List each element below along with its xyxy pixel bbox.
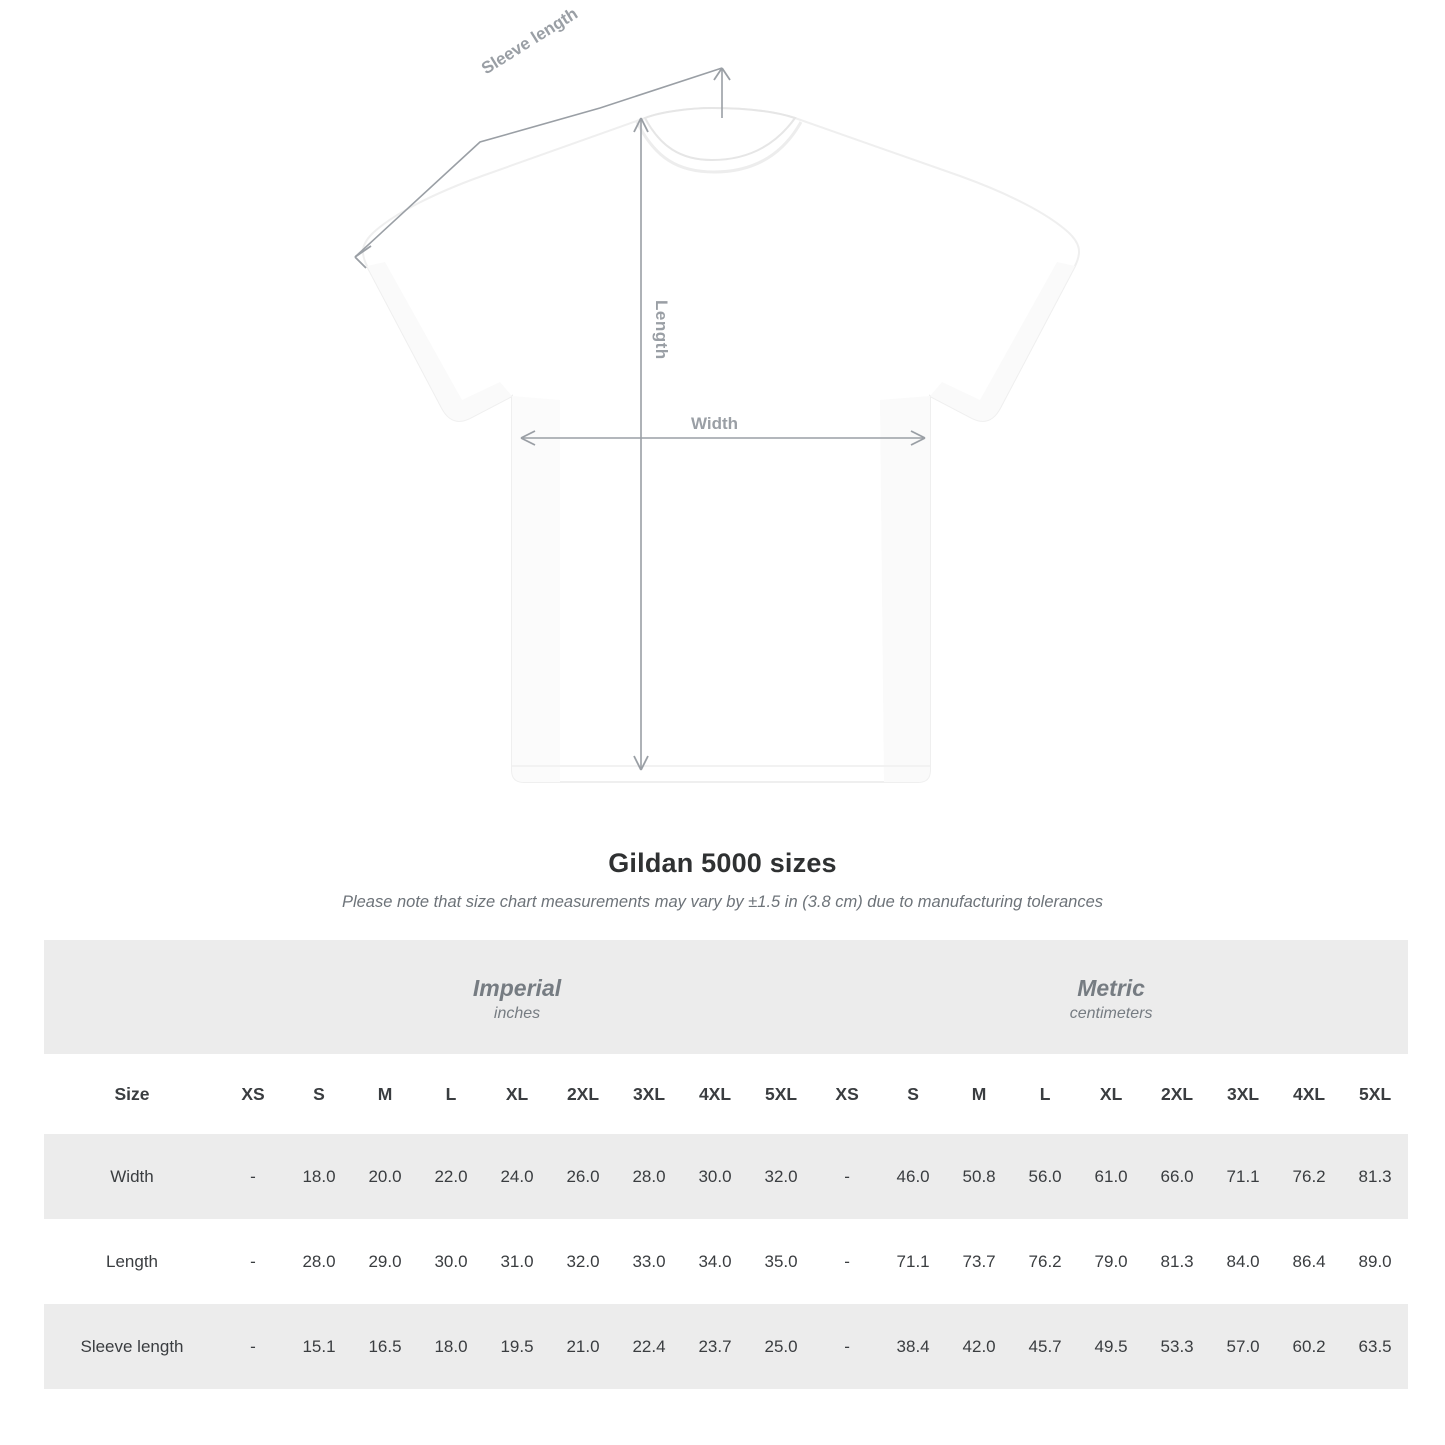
size-chart-table-wrap — [44, 940, 1401, 1389]
size-header-metric-l: L — [1012, 1054, 1078, 1134]
cell-width-metric-l: 56.0 — [1012, 1134, 1078, 1219]
cell-sleeve-length-imperial-2xl: 21.0 — [550, 1304, 616, 1389]
cell-length-imperial-2xl: 32.0 — [566, 1251, 600, 1271]
table-row — [44, 1134, 1408, 1219]
size-header-metric-2xl: 2XL — [1144, 1054, 1210, 1134]
row-label-sleeve-length: Sleeve length — [44, 1304, 220, 1389]
cell-width-imperial-3xl: 28.0 — [616, 1134, 682, 1219]
size-header-imperial-4xl: 4XL — [682, 1054, 748, 1134]
cell-length-metric-4xl: 86.4 — [1292, 1251, 1326, 1271]
cell-length-metric-m: 73.7 — [962, 1251, 996, 1271]
cell-length-imperial-m: 29.0 — [368, 1251, 402, 1271]
cell-length-metric-3xl: 84.0 — [1226, 1251, 1260, 1271]
cell-sleeve-length-metric-3xl: 57.0 — [1210, 1304, 1276, 1389]
cell-sleeve-length-imperial-m: 16.5 — [352, 1304, 418, 1389]
size-header-imperial-2xl: 2XL — [550, 1054, 616, 1134]
cell-width-imperial-m: 20.0 — [352, 1134, 418, 1219]
cell-length-imperial-xl: 31.0 — [500, 1251, 534, 1271]
cell-width-imperial-s: 18.0 — [286, 1134, 352, 1219]
cell-length-metric-xs: - — [844, 1251, 850, 1271]
cell-length-metric-xl: 79.0 — [1094, 1251, 1128, 1271]
size-header-metric-s: S — [880, 1054, 946, 1134]
imperial-header-name: Imperial — [472, 974, 562, 1001]
cell-sleeve-length-imperial-xl: 19.5 — [484, 1304, 550, 1389]
cell-width-metric-m: 50.8 — [946, 1134, 1012, 1219]
metric-header — [814, 940, 1408, 1054]
size-header-imperial-s: S — [286, 1054, 352, 1134]
cell-sleeve-length-imperial-5xl: 25.0 — [748, 1304, 814, 1389]
cell-length-imperial-4xl: 34.0 — [698, 1251, 732, 1271]
cell-sleeve-length-imperial-s: 15.1 — [286, 1304, 352, 1389]
cell-sleeve-length-metric-l: 45.7 — [1012, 1304, 1078, 1389]
cell-width-imperial-l: 22.0 — [418, 1134, 484, 1219]
cell-width-metric-5xl: 81.3 — [1342, 1134, 1408, 1219]
size-header-metric-m: M — [946, 1054, 1012, 1134]
sleeve-length-label: Sleeve length — [478, 3, 582, 79]
cell-width-imperial-xl: 24.0 — [484, 1134, 550, 1219]
length-label: Length — [652, 300, 671, 360]
cell-length-imperial-l: 30.0 — [434, 1251, 468, 1271]
tolerance-note: Please note that size chart measurements may vary by ±1.5 in (3.8 cm) due to manufacturing tolerances — [341, 893, 1104, 911]
size-header-imperial-3xl: 3XL — [616, 1054, 682, 1134]
cell-length-metric-2xl: 81.3 — [1160, 1251, 1194, 1271]
size-header-imperial-m: M — [352, 1054, 418, 1134]
cell-length-imperial-xs: - — [250, 1251, 256, 1271]
cell-width-metric-2xl: 66.0 — [1144, 1134, 1210, 1219]
cell-width-metric-3xl: 71.1 — [1210, 1134, 1276, 1219]
cell-length-imperial-s: 28.0 — [302, 1251, 336, 1271]
size-header-metric-xl: XL — [1078, 1054, 1144, 1134]
cell-sleeve-length-imperial-l: 18.0 — [418, 1304, 484, 1389]
size-header-row — [44, 1054, 1408, 1134]
size-chart-header — [0, 848, 1445, 912]
cell-sleeve-length-imperial-xs: - — [220, 1304, 286, 1389]
table-row — [44, 1304, 1408, 1389]
row-label-width: Width — [44, 1134, 220, 1219]
cell-sleeve-length-metric-m: 42.0 — [946, 1304, 1012, 1389]
metric-header-name: Metric — [1077, 974, 1145, 1001]
size-chart-table — [44, 940, 1408, 1389]
cell-width-metric-4xl: 76.2 — [1276, 1134, 1342, 1219]
cell-sleeve-length-metric-xs: - — [814, 1304, 880, 1389]
imperial-header-sub: inches — [493, 1005, 541, 1023]
cell-sleeve-length-imperial-4xl: 23.7 — [682, 1304, 748, 1389]
cell-width-imperial-xs: - — [220, 1134, 286, 1219]
cell-width-metric-xs: - — [814, 1134, 880, 1219]
cell-width-imperial-5xl: 32.0 — [748, 1134, 814, 1219]
cell-length-metric-s: 71.1 — [896, 1251, 930, 1271]
page-title: Gildan 5000 sizes — [608, 848, 837, 878]
size-header-metric-5xl: 5XL — [1342, 1054, 1408, 1134]
cell-sleeve-length-metric-2xl: 53.3 — [1144, 1304, 1210, 1389]
size-column-header: Size — [44, 1054, 220, 1134]
size-header-imperial-5xl: 5XL — [748, 1054, 814, 1134]
width-label: Width — [683, 414, 746, 434]
size-header-imperial-xs: XS — [220, 1054, 286, 1134]
size-header-imperial-xl: XL — [484, 1054, 550, 1134]
cell-width-imperial-4xl: 30.0 — [682, 1134, 748, 1219]
cell-length-metric-l: 76.2 — [1028, 1251, 1062, 1271]
cell-length-imperial-3xl: 33.0 — [632, 1251, 666, 1271]
size-header-metric-xs: XS — [814, 1054, 880, 1134]
unit-header-row — [44, 940, 1408, 1054]
tshirt-shape — [363, 108, 1079, 782]
table-row — [44, 1219, 1408, 1304]
cell-sleeve-length-metric-4xl: 60.2 — [1276, 1304, 1342, 1389]
cell-width-metric-s: 46.0 — [880, 1134, 946, 1219]
imperial-header — [220, 940, 814, 1054]
size-header-metric-3xl: 3XL — [1210, 1054, 1276, 1134]
cell-length-metric-5xl: 89.0 — [1358, 1251, 1392, 1271]
cell-length-imperial-5xl: 35.0 — [764, 1251, 798, 1271]
size-header-imperial-l: L — [418, 1054, 484, 1134]
metric-header-sub: centimeters — [1069, 1005, 1153, 1023]
cell-sleeve-length-metric-s: 38.4 — [880, 1304, 946, 1389]
cell-sleeve-length-imperial-3xl: 22.4 — [616, 1304, 682, 1389]
cell-width-imperial-2xl: 26.0 — [550, 1134, 616, 1219]
cell-sleeve-length-metric-5xl: 63.5 — [1342, 1304, 1408, 1389]
cell-width-metric-xl: 61.0 — [1078, 1134, 1144, 1219]
row-label-length: Length — [106, 1251, 158, 1271]
size-header-metric-4xl: 4XL — [1276, 1054, 1342, 1134]
unit-header-spacer — [44, 940, 220, 1054]
cell-sleeve-length-metric-xl: 49.5 — [1078, 1304, 1144, 1389]
